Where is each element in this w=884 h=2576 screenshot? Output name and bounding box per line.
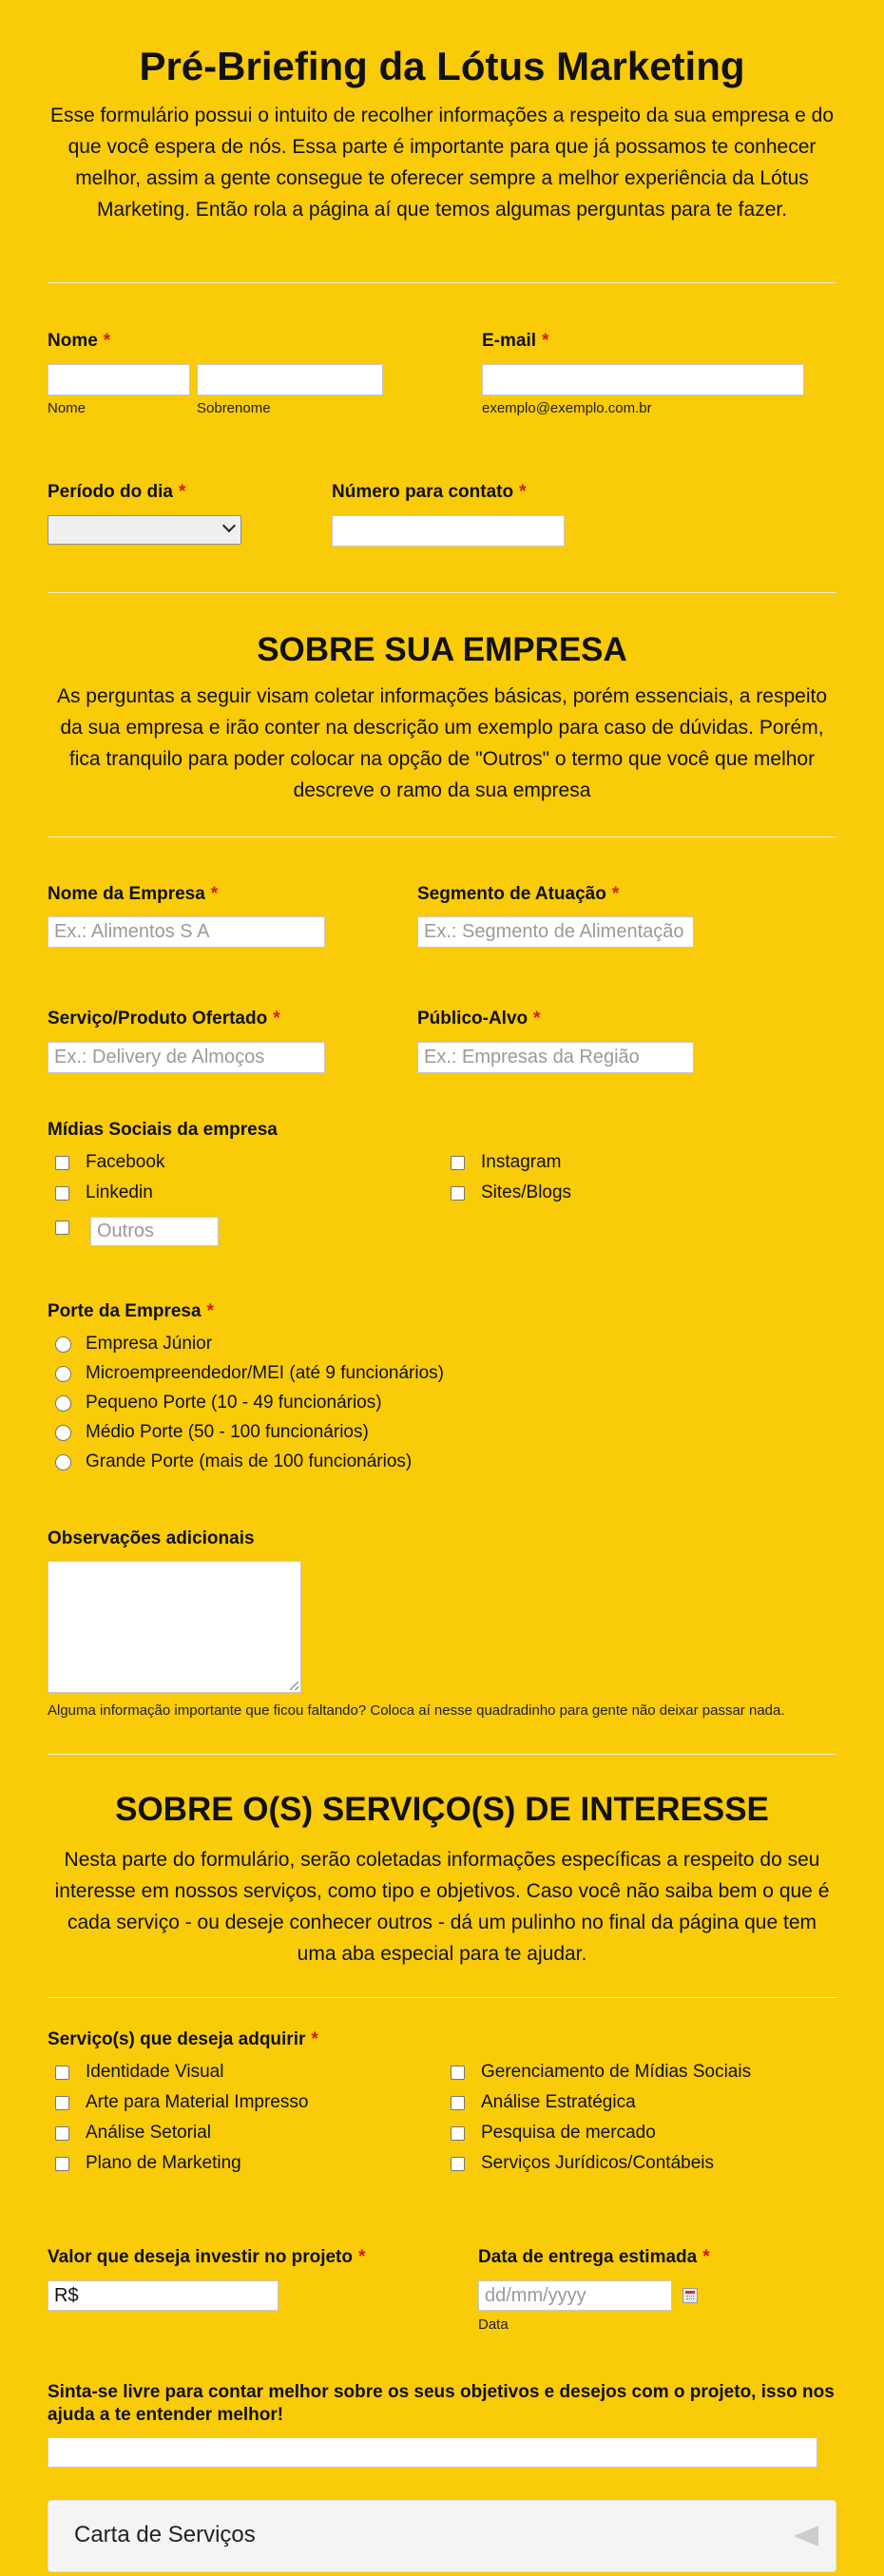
service-option[interactable]: Identidade Visual — [55, 2062, 223, 2083]
notes-textarea[interactable] — [48, 1561, 301, 1693]
size-option[interactable]: Médio Porte (50 - 100 funcionários) — [55, 1422, 369, 1443]
radio[interactable] — [55, 1336, 71, 1353]
service-option[interactable]: Pesquisa de mercado — [451, 2123, 656, 2143]
checkbox[interactable] — [55, 2126, 69, 2141]
divider — [48, 592, 836, 593]
budget-input[interactable] — [48, 2280, 279, 2311]
name-label: Nome * — [48, 331, 111, 351]
budget-label: Valor que deseja investir no projeto * — [48, 2247, 366, 2267]
segment-input[interactable] — [417, 916, 694, 948]
page-title: Pré-Briefing da Lótus Marketing — [139, 44, 745, 88]
checkbox[interactable] — [55, 1156, 69, 1170]
checkbox[interactable] — [55, 2096, 69, 2110]
resize-handle-icon[interactable] — [290, 1682, 298, 1690]
social-option-sites-blogs[interactable]: Sites/Blogs — [451, 1182, 571, 1203]
checkbox[interactable] — [451, 2157, 465, 2171]
service-option[interactable]: Plano de Marketing — [55, 2153, 241, 2174]
company-section-description: As perguntas a seguir visam coletar informações básicas, porém essenciais, a respeito da sua empresa e irão conter na descrição um exemplo para caso de dúvidas. Porém, fica tranquilo para poder colocar na opção de "Outros" o termo que você que melhor descreve o ramo da sua empresa — [56, 685, 828, 801]
social-other-input[interactable] — [90, 1217, 219, 1246]
size-option[interactable]: Grande Porte (mais de 100 funcionários) — [55, 1451, 412, 1472]
notes-sublabel: Alguma informação importante que ficou faltando? Coloca aí nesse quadradinho para gente não deixar passar nada. — [48, 1702, 785, 1719]
size-option[interactable]: Pequeno Porte (10 - 49 funcionários) — [55, 1393, 382, 1413]
first-name-sublabel: Nome — [48, 400, 86, 416]
checkbox[interactable] — [55, 2066, 69, 2080]
radio[interactable] — [55, 1425, 71, 1441]
company-name-input[interactable] — [48, 916, 325, 948]
notes-label: Observações adicionais — [48, 1528, 255, 1548]
services-card-accordion[interactable] — [48, 2500, 836, 2572]
checkbox[interactable] — [451, 2066, 465, 2080]
company-size-label: Porte da Empresa * — [48, 1301, 214, 1321]
period-select[interactable] — [48, 515, 241, 545]
service-product-input[interactable] — [48, 1042, 325, 1073]
divider — [48, 282, 836, 283]
checkbox[interactable] — [451, 2096, 465, 2110]
radio[interactable] — [55, 1395, 71, 1412]
last-name-sublabel: Sobrenome — [197, 400, 271, 416]
radio[interactable] — [55, 1366, 71, 1382]
period-label: Período do dia * — [48, 482, 186, 502]
social-option-facebook[interactable]: Facebook — [55, 1152, 164, 1173]
social-media-label: Mídias Sociais da empresa — [48, 1120, 278, 1140]
size-option[interactable]: Empresa Júnior — [55, 1334, 212, 1355]
audience-input[interactable] — [417, 1042, 694, 1073]
checkbox[interactable] — [451, 1156, 465, 1170]
first-name-input[interactable] — [48, 364, 190, 395]
service-product-label: Serviço/Produto Ofertado * — [48, 1009, 280, 1028]
service-option[interactable]: Arte para Material Impresso — [55, 2092, 308, 2113]
checkbox[interactable] — [55, 1186, 69, 1201]
services-section-description: Nesta parte do formulário, serão coletadas informações específicas a respeito do seu interesse em nossos serviços, como tipo e objetivos. Caso você não saiba bem o que é cada serviço - ou deseje conhecer outros - dá um pulinho no final da página que tem uma aba especial para te ajudar. — [54, 1849, 830, 1965]
size-option[interactable]: Microempreendedor/MEI (até 9 funcionários) — [55, 1363, 444, 1384]
social-option-linkedin[interactable]: Linkedin — [55, 1182, 153, 1203]
email-input[interactable] — [482, 364, 804, 395]
social-option-instagram[interactable]: Instagram — [451, 1152, 561, 1173]
service-option[interactable]: Análise Setorial — [55, 2123, 211, 2143]
divider — [48, 1754, 836, 1755]
checkbox[interactable] — [55, 1221, 69, 1235]
service-option[interactable]: Análise Estratégica — [451, 2092, 636, 2113]
email-label: E-mail * — [482, 331, 549, 351]
radio[interactable] — [55, 1454, 71, 1471]
social-option-other[interactable] — [55, 1221, 86, 1235]
service-option[interactable]: Serviços Jurídicos/Contábeis — [451, 2153, 714, 2174]
service-option[interactable]: Gerenciamento de Mídias Sociais — [451, 2062, 751, 2083]
services-section-title: SOBRE O(S) SERVIÇO(S) DE INTERESSE — [115, 1791, 769, 1828]
date-input[interactable] — [478, 2280, 672, 2311]
delivery-date-label: Data de entrega estimada * — [478, 2247, 710, 2267]
last-name-input[interactable] — [197, 364, 383, 395]
caret-left-icon — [794, 2526, 818, 2547]
checkbox[interactable] — [55, 2157, 69, 2171]
page-description: Esse formulário possui o intuito de recolher informações a respeito da sua empresa e do que você espera de nós. Essa parte é importante para que já possamos te conhecer melhor, assim a gente consegue te oferecer sempre a melhor experiência da Lótus Marketing. Então rola a página aí que temos algumas perguntas para te fazer. — [49, 105, 835, 221]
phone-label: Número para contato * — [332, 482, 527, 502]
divider — [48, 1997, 836, 1998]
divider — [48, 836, 836, 837]
chevron-down-icon — [222, 519, 236, 532]
checkbox[interactable] — [451, 2126, 465, 2141]
date-sublabel: Data — [478, 2316, 509, 2333]
calendar-icon[interactable] — [682, 2288, 698, 2303]
checkbox[interactable] — [451, 1186, 465, 1201]
goals-input[interactable] — [48, 2437, 817, 2468]
segment-label: Segmento de Atuação * — [417, 884, 620, 904]
goals-label: Sinta-se livre para contar melhor sobre os seus objetivos e desejos com o projeto, isso nos ajuda a te entender melhor! — [48, 2382, 835, 2425]
company-name-label: Nome da Empresa * — [48, 884, 219, 904]
email-sublabel: exemplo@exemplo.com.br — [482, 400, 652, 416]
services-wanted-label: Serviço(s) que deseja adquirir * — [48, 2029, 318, 2049]
audience-label: Público-Alvo * — [417, 1009, 541, 1028]
company-section-title: SOBRE SUA EMPRESA — [257, 631, 627, 668]
accordion-label: Carta de Serviços — [74, 2522, 256, 2547]
phone-input[interactable] — [332, 515, 565, 547]
